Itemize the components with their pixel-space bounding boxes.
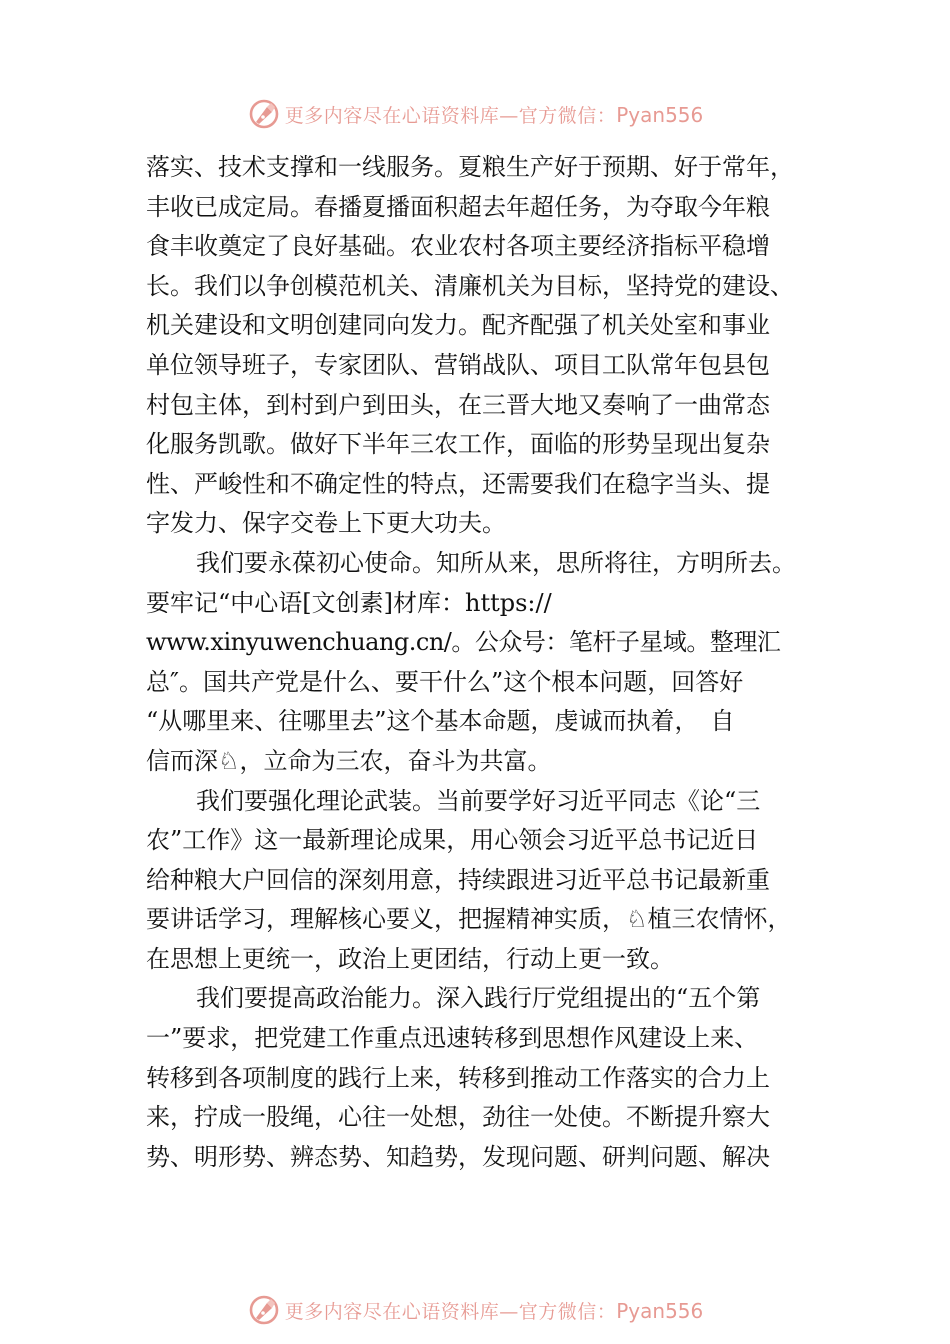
paragraph-first-line: 我们要强化理论武装。当前要学好习近平同志《论“三 — [196, 786, 761, 815]
text-line: 落实、技术支撑和一线服务。夏粮生产好于预期、好于常年， — [146, 153, 794, 181]
text-line: 在思想上更统一，政治上更团结，行动上更一致。 — [146, 944, 674, 973]
text-line: 一”要求，把党建工作重点迅速转移到思想作风建设上来、 — [146, 1024, 759, 1053]
text-line: 给种粮大户回信的深刻用意，持续跟进习近平总书记最新重 — [146, 865, 770, 894]
pen-nib-logo-icon — [247, 97, 281, 131]
text-line: 要牢记“中心语[文创素]材库：https:// — [146, 588, 552, 617]
text-line: 丰收已成定局。春播夏播面积超去年超任务，为夺取今年粮 — [146, 192, 770, 221]
footer-watermark — [0, 1290, 950, 1330]
text-line: 来，拧成一股绳，心往一处想，劲往一处使。不断提升察大 — [146, 1103, 770, 1132]
text-line: 农”工作》这一最新理论成果，用心领会习近平总书记近日 — [146, 826, 759, 855]
header-watermark — [0, 94, 950, 134]
text-line: 性、严峻性和不确定性的特点，还需要我们在稳字当头、提 — [146, 469, 770, 498]
document-body — [146, 148, 826, 1177]
pen-nib-logo-icon — [247, 1293, 281, 1327]
paragraph-first-line: 我们要永葆初心使命。知所从来，思所将往，方明所去。 — [196, 548, 796, 577]
text-line: 势、明形势、辨态势、知趋势，发现问题、研判问题、解决 — [146, 1142, 770, 1171]
text-line: 信而深♘，立命为三农，奋斗为共富。 — [146, 746, 552, 775]
text-line: 食丰收奠定了良好基础。农业农村各项主要经济指标平稳增 — [146, 232, 770, 261]
paragraph-first-line: 我们要提高政治能力。深入践行厅党组提出的“五个第 — [196, 984, 761, 1013]
watermark-wechat-id: Pyan556 — [616, 1298, 704, 1323]
text-line: “从哪里来、往哪里去”这个基本命题，虔诚而执着， 自 — [146, 707, 735, 736]
text-line: 长。我们以争创模范机关、清廉机关为目标，坚持党的建设、 — [146, 271, 794, 300]
text-line: 要讲话学习，理解核心要义，把握精神实质，♘植三农情怀， — [146, 905, 792, 934]
text-line-url: www.xinyuwenchuang.cn/。公众号：笔杆子星域。整理汇 — [146, 628, 781, 657]
text-line: 化服务凯歌。做好下半年三农工作，面临的形势呈现出复杂 — [146, 430, 770, 459]
watermark-wechat-id: Pyan556 — [616, 102, 704, 127]
text-line: 村包主体，到村到户到田头，在三晋大地又奏响了一曲常态 — [146, 390, 770, 419]
text-line: 字发力、保字交卷上下更大功夫。 — [146, 509, 506, 538]
text-line: 单位领导班子，专家团队、营销战队、项目工队常年包县包 — [146, 350, 770, 379]
watermark-text: 更多内容尽在心语资料库—官方微信：Pyan556 — [284, 1298, 704, 1323]
text-line: 总″。国共产党是什么、要干什么”这个根本问题，回答好 — [146, 667, 744, 696]
text-line: 转移到各项制度的践行上来，转移到推动工作落实的合力上 — [146, 1063, 770, 1092]
watermark-text: 更多内容尽在心语资料库—官方微信：Pyan556 — [284, 102, 704, 127]
text-line: 机关建设和文明创建同向发力。配齐配强了机关处室和事业 — [146, 311, 770, 340]
